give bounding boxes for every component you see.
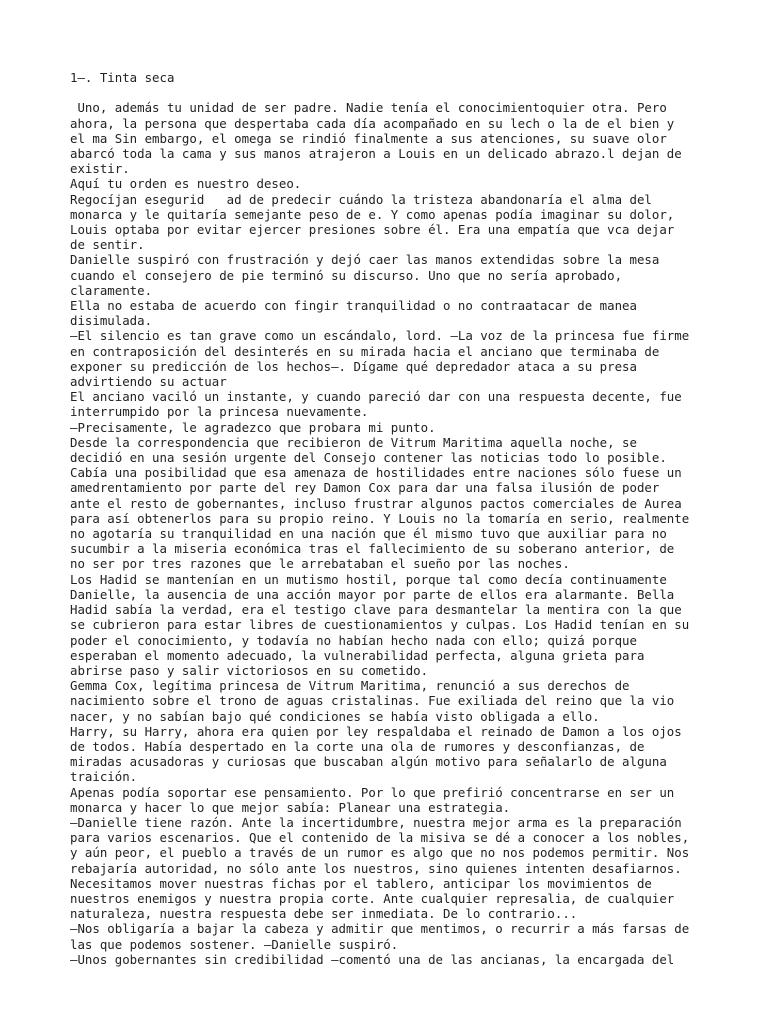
text-line: para varios escenarios. Que el contenido de la misiva se dé a conocer a los nobles, [70,830,690,846]
text-line: nuestros enemigos y nuestra propia corte. Ante cualquier represalia, de cualquier [70,890,675,906]
text-line: nacimiento sobre el trono de aguas cristalinas. Fue exiliada del reino que la vio [70,693,675,709]
text-line: cuando el consejero de pie terminó su discurso. Uno que no sería aprobado, [70,267,623,283]
text-line: Danielle suspiró con frustración y dejó caer las manos extendidas sobre la mesa [70,252,660,268]
text-line: Necesitamos mover nuestras fichas por el tablero, anticipar los movimientos de [70,875,652,891]
text-line: Louis optaba por evitar ejercer presiones sobre él. Era una empatía que vca dejar [70,222,675,238]
text-line: Uno, además tu unidad de ser padre. Nadie tenía el conocimientoquier otra. Pero [70,100,667,116]
text-line: Hadid sabía la verdad, era el testigo clave para desmantelar la mentira con la que [70,602,682,618]
document-body [70,100,710,967]
text-line: y aún peor, el pueblo a través de un rumor es algo que no nos podemos permitir. Nos [70,845,690,861]
text-line: Regocíjan esegurid ad de predecir cuándo la tristeza abandonaría el alma del [70,191,652,207]
text-line: —El silencio es tan grave como un escándalo, lord. —La voz de la princesa fue firme [70,328,690,344]
text-line: abarcó toda la cama y sus manos atrajeron a Louis en un delicado abrazo.l dejan de [70,146,682,161]
text-line: Harry, su Harry, ahora era quien por ley respaldaba el reinado de Damon a los ojos [70,723,682,739]
text-line: interrumpido por la princesa nuevamente. [70,404,369,420]
text-line: monarca y hacer lo que mejor sabía: Planear una estrategia. [70,799,511,815]
text-line: claramente. [70,282,153,298]
text-line: El anciano vaciló un instante, y cuando pareció dar con una respuesta decente, fue [70,389,682,405]
text-line: no ser por tres razones que le arrebataban el sueño por las noches. [70,556,570,572]
text-line: Desde la correspondencia que recibieron de Vitrum Maritima aquella noche, se [70,434,637,450]
text-line: abrirse paso y salir victoriosos en su cometido. [70,662,429,678]
text-line: las que podemos sostener. —Danielle suspiró. [70,936,399,952]
text-line: el ma Sin embargo, el omega se rindió finalmente a sus atenciones, su suave olor [70,130,667,146]
text-line: existir. [70,161,130,177]
text-line: —Unos gobernantes sin credibilidad —comentó una de las ancianas, la encargada del [70,951,675,967]
text-line: en contraposición del desinterés en su mirada hacia el anciano que terminaba de [70,343,660,359]
text-line: Ella no estaba de acuerdo con fingir tranquilidad o no contraatacar de manea [70,298,637,314]
text-line: Aquí tu orden es nuestro deseo. [70,176,302,192]
text-line: Danielle, la ausencia de una acción mayor por parte de ellos era alarmante. Bella [70,586,675,602]
text-line: Gemma Cox, legítima princesa de Vitrum Maritima, renunció a sus derechos de [70,678,630,694]
text-line: de todos. Había despertado en la corte una ola de rumores y desconfianzas, de [70,738,645,754]
text-line: se cubrieron para estar libres de cuestionamientos y culpas. Los Hadid tenían en su [70,617,690,633]
text-line: Cabía una posibilidad que esa amenaza de hostilidades entre naciones sólo fuese un [70,465,682,481]
text-line: esperaban el momento adecuado, la vulnerabilidad perfecta, alguna grieta para [70,647,645,663]
text-line: nacer, y no sabían bajo qué condiciones se había visto obligada a ello. [70,708,600,724]
text-line: —Danielle tiene razón. Ante la incertidumbre, nuestra mejor arma es la preparación [70,814,682,830]
document-page [70,70,710,967]
text-line: traición. [70,769,138,785]
text-line: naturaleza, nuestra respuesta debe ser inmediata. De lo contrario... [70,906,578,922]
text-line: para así obtenerlos para su propio reino. Y Louis no la tomaría en serio, realmente [70,510,690,526]
text-line: advirtiendo su actuar [70,374,227,390]
text-line: miradas acusadoras y curiosas que buscaban algún motivo para señalarlo de alguna [70,754,667,770]
text-line: sucumbir a la miseria económica tras el fallecimiento de su soberano anterior, de [70,541,675,557]
text-line: —Precisamente, le agradezco que probara mi punto. [70,419,436,435]
text-line: disimulada. [70,313,153,329]
text-line: ahora, la persona que despertaba cada día acompañado en su lech o la de el bien y [70,115,675,131]
text-line: ante el resto de gobernantes, incluso frustrar algunos pactos comerciales de Aurea [70,495,682,511]
text-line: de sentir. [70,237,145,253]
text-line: rebajaría autoridad, no sólo ante los nuestros, sino quienes intenten desafiarnos. [70,860,682,876]
chapter-title: 1—. Tinta seca [70,70,175,85]
text-line: Los Hadid se mantenían en un mutismo hostil, porque tal como decía continuamente [70,571,667,587]
text-line: monarca y le quitaría semejante peso de e. Y como apenas podía imaginar su dolor, [70,206,675,222]
text-line: poder el conocimiento, y todavía no habían hecho nada con ello; quizá porque [70,632,637,648]
text-line: no agotaría su tranquilidad en una nación que él mismo tuvo que auxiliar para no [70,526,667,542]
text-line: amedrentamiento por parte del rey Damon Cox para dar una falsa ilusión de poder [70,480,660,496]
text-line: decidió en una sesión urgente del Consejo contener las noticias todo lo posible. [70,450,667,466]
text-line: Apenas podía soportar ese pensamiento. Por lo que prefirió concentrarse en ser un [70,784,675,800]
text-line: —Nos obligaría a bajar la cabeza y admitir que mentimos, o recurrir a más farsas de [70,921,690,937]
text-line: exponer su predicción de los hechos—. Dígame qué depredador ataca a su presa [70,358,637,374]
